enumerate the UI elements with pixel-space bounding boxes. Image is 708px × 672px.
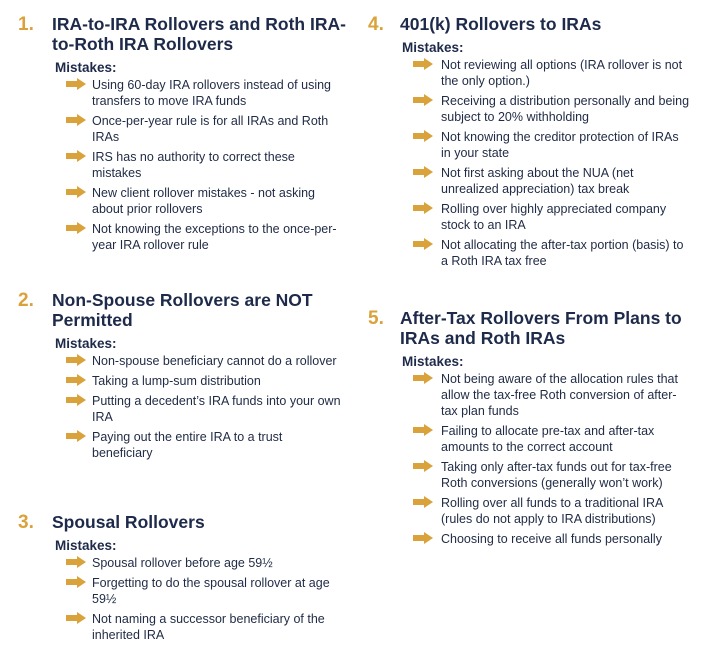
arrow-icon xyxy=(66,354,86,366)
list-item: Putting a decedent’s IRA funds into your own IRA xyxy=(0,393,350,425)
arrow-icon xyxy=(413,238,433,250)
arrow-icon xyxy=(66,374,86,386)
list-item: Forgetting to do the spousal rollover at age 59½ xyxy=(0,575,350,607)
arrow-icon xyxy=(413,372,433,384)
section-4 xyxy=(368,14,708,273)
section-title: After-Tax Rollovers From Plans to IRAs and Roth IRAs xyxy=(400,308,682,348)
arrow-icon xyxy=(413,532,433,544)
list-item: Once-per-year rule is for all IRAs and Roth IRAs xyxy=(0,113,350,145)
arrow-icon xyxy=(66,150,86,162)
arrow-icon xyxy=(66,186,86,198)
section-title: Non-Spouse Rollovers are NOT Permitted xyxy=(52,290,313,330)
list-item: Choosing to receive all funds personally xyxy=(368,531,708,547)
section-number: 2. xyxy=(18,290,34,311)
list-item: Using 60-day IRA rollovers instead of using transfers to move IRA funds xyxy=(0,77,350,109)
list-item: Not knowing the exceptions to the once-per-year IRA rollover rule xyxy=(0,221,350,253)
list-item: Not being aware of the allocation rules that allow the tax-free Roth conversion of after-tax plan funds xyxy=(368,371,708,419)
mistakes-label: Mistakes: xyxy=(55,60,117,75)
list-item: Not naming a successor beneficiary of the inherited IRA xyxy=(0,611,350,643)
arrow-icon xyxy=(66,430,86,442)
list-item: Paying out the entire IRA to a trust beneficiary xyxy=(0,429,350,461)
list-item: Failing to allocate pre-tax and after-tax amounts to the correct account xyxy=(368,423,708,455)
mistakes-list xyxy=(0,353,350,461)
section-title: Spousal Rollovers xyxy=(52,512,205,532)
mistakes-list xyxy=(368,57,708,269)
mistakes-list xyxy=(0,77,350,253)
list-item: Not reviewing all options (IRA rollover is not the only option.) xyxy=(368,57,708,89)
section-title: IRA-to-IRA Rollovers and Roth IRA-to-Roth IRA Rollovers xyxy=(52,14,346,54)
arrow-icon xyxy=(66,114,86,126)
arrow-icon xyxy=(413,58,433,70)
section-number: 1. xyxy=(18,14,34,35)
mistakes-label: Mistakes: xyxy=(55,336,117,351)
section-1-header xyxy=(0,14,350,54)
list-item: Not allocating the after-tax portion (basis) to a Roth IRA tax free xyxy=(368,237,708,269)
mistakes-label: Mistakes: xyxy=(402,354,464,369)
arrow-icon xyxy=(413,130,433,142)
section-3 xyxy=(0,512,350,647)
section-title: 401(k) Rollovers to IRAs xyxy=(400,14,602,34)
arrow-icon xyxy=(66,556,86,568)
section-number: 4. xyxy=(368,14,384,35)
arrow-icon xyxy=(413,94,433,106)
arrow-icon xyxy=(413,496,433,508)
mistakes-list xyxy=(0,555,350,643)
list-item: Receiving a distribution personally and being subject to 20% withholding xyxy=(368,93,708,125)
arrow-icon xyxy=(66,78,86,90)
section-number: 5. xyxy=(368,308,384,329)
arrow-icon xyxy=(66,222,86,234)
section-5-header xyxy=(368,308,708,348)
list-item: Spousal rollover before age 59½ xyxy=(0,555,350,571)
mistakes-list xyxy=(368,371,708,547)
section-2 xyxy=(0,290,350,465)
section-number: 3. xyxy=(18,512,34,533)
list-item: Non-spouse beneficiary cannot do a rollover xyxy=(0,353,350,369)
arrow-icon xyxy=(413,460,433,472)
section-3-header xyxy=(0,512,350,532)
section-5 xyxy=(368,308,708,551)
arrow-icon xyxy=(66,576,86,588)
arrow-icon xyxy=(66,394,86,406)
section-4-header xyxy=(368,14,708,34)
arrow-icon xyxy=(413,202,433,214)
list-item: Rolling over all funds to a traditional IRA (rules do not apply to IRA distributions) xyxy=(368,495,708,527)
list-item: Not first asking about the NUA (net unrealized appreciation) tax break xyxy=(368,165,708,197)
arrow-icon xyxy=(413,166,433,178)
mistakes-label: Mistakes: xyxy=(402,40,464,55)
list-item: Not knowing the creditor protection of IRAs in your state xyxy=(368,129,708,161)
section-1 xyxy=(0,14,350,257)
list-item: Taking only after-tax funds out for tax-free Roth conversions (generally won’t work) xyxy=(368,459,708,491)
mistakes-label: Mistakes: xyxy=(55,538,117,553)
arrow-icon xyxy=(66,612,86,624)
list-item: New client rollover mistakes - not asking about prior rollovers xyxy=(0,185,350,217)
list-item: Taking a lump-sum distribution xyxy=(0,373,350,389)
list-item: IRS has no authority to correct these mistakes xyxy=(0,149,350,181)
list-item: Rolling over highly appreciated company stock to an IRA xyxy=(368,201,708,233)
section-2-header xyxy=(0,290,350,330)
arrow-icon xyxy=(413,424,433,436)
